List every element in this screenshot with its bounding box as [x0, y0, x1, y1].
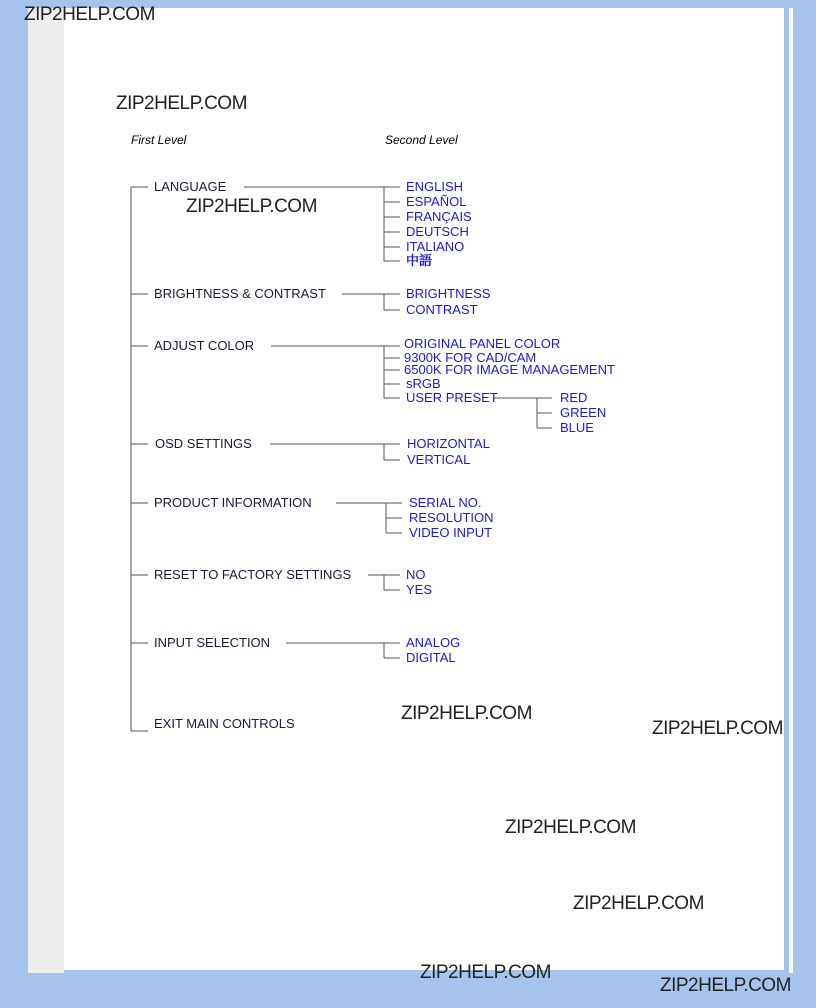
submenu-item-serial-no: SERIAL NO.	[409, 495, 482, 510]
submenu-item-blue: BLUE	[560, 420, 594, 435]
watermark-text: ZIP2HELP.COM	[505, 817, 636, 838]
menu-item-osd-settings: OSD SETTINGS	[155, 436, 252, 451]
submenu-item-brightness: BRIGHTNESS	[406, 286, 491, 301]
submenu-item-srgb: sRGB	[406, 376, 441, 391]
submenu-item-horizontal: HORIZONTAL	[407, 436, 490, 451]
submenu-item-analog: ANALOG	[406, 635, 461, 650]
submenu-item-no: NO	[406, 567, 426, 582]
submenu-item-english: ENGLISH	[406, 179, 464, 194]
watermark-text: ZIP2HELP.COM	[573, 893, 704, 914]
submenu-item-6500k: 6500K FOR IMAGE MANAGEMENT	[404, 362, 615, 377]
submenu-item-user-preset: USER PRESET	[406, 390, 498, 405]
submenu-item-original-panel-color: ORIGINAL PANEL COLOR	[404, 336, 561, 351]
menu-item-adjust-color: ADJUST COLOR	[154, 338, 255, 353]
watermark-text: ZIP2HELP.COM	[116, 93, 247, 114]
submenu-item-chinese: 中語	[406, 253, 433, 268]
submenu-item-francais: FRANÇAIS	[406, 209, 472, 224]
submenu-item-digital: DIGITAL	[406, 650, 456, 665]
submenu-item-vertical: VERTICAL	[407, 452, 471, 467]
watermark-text: ZIP2HELP.COM	[186, 196, 317, 217]
second-level-header: Second Level	[385, 133, 458, 147]
submenu-item-9300k: 9300K FOR CAD/CAM	[404, 350, 537, 365]
submenu-item-contrast: CONTRAST	[406, 302, 478, 317]
submenu-item-yes: YES	[406, 582, 433, 597]
menu-item-language: LANGUAGE	[154, 179, 227, 194]
submenu-item-resolution: RESOLUTION	[409, 510, 494, 525]
watermark-text: ZIP2HELP.COM	[420, 962, 551, 983]
menu-item-reset-factory: RESET TO FACTORY SETTINGS	[154, 567, 352, 582]
watermark-text: ZIP2HELP.COM	[660, 975, 791, 996]
first-level-header: First Level	[131, 133, 187, 147]
menu-item-input-selection: INPUT SELECTION	[154, 635, 271, 650]
watermark-text: ZIP2HELP.COM	[24, 4, 155, 25]
watermark-text: ZIP2HELP.COM	[401, 703, 532, 724]
submenu-item-red: RED	[560, 390, 588, 405]
submenu-item-video-input: VIDEO INPUT	[409, 525, 493, 540]
menu-item-exit-main-controls: EXIT MAIN CONTROLS	[154, 716, 295, 731]
submenu-item-italiano: ITALIANO	[406, 239, 465, 254]
menu-item-brightness-contrast: BRIGHTNESS & CONTRAST	[154, 286, 326, 301]
submenu-item-green: GREEN	[560, 405, 607, 420]
watermark-text: ZIP2HELP.COM	[652, 718, 783, 739]
submenu-item-deutsch: DEUTSCH	[406, 224, 469, 239]
submenu-item-espanol: ESPAÑOL	[406, 194, 467, 209]
menu-item-product-information: PRODUCT INFORMATION	[154, 495, 312, 510]
